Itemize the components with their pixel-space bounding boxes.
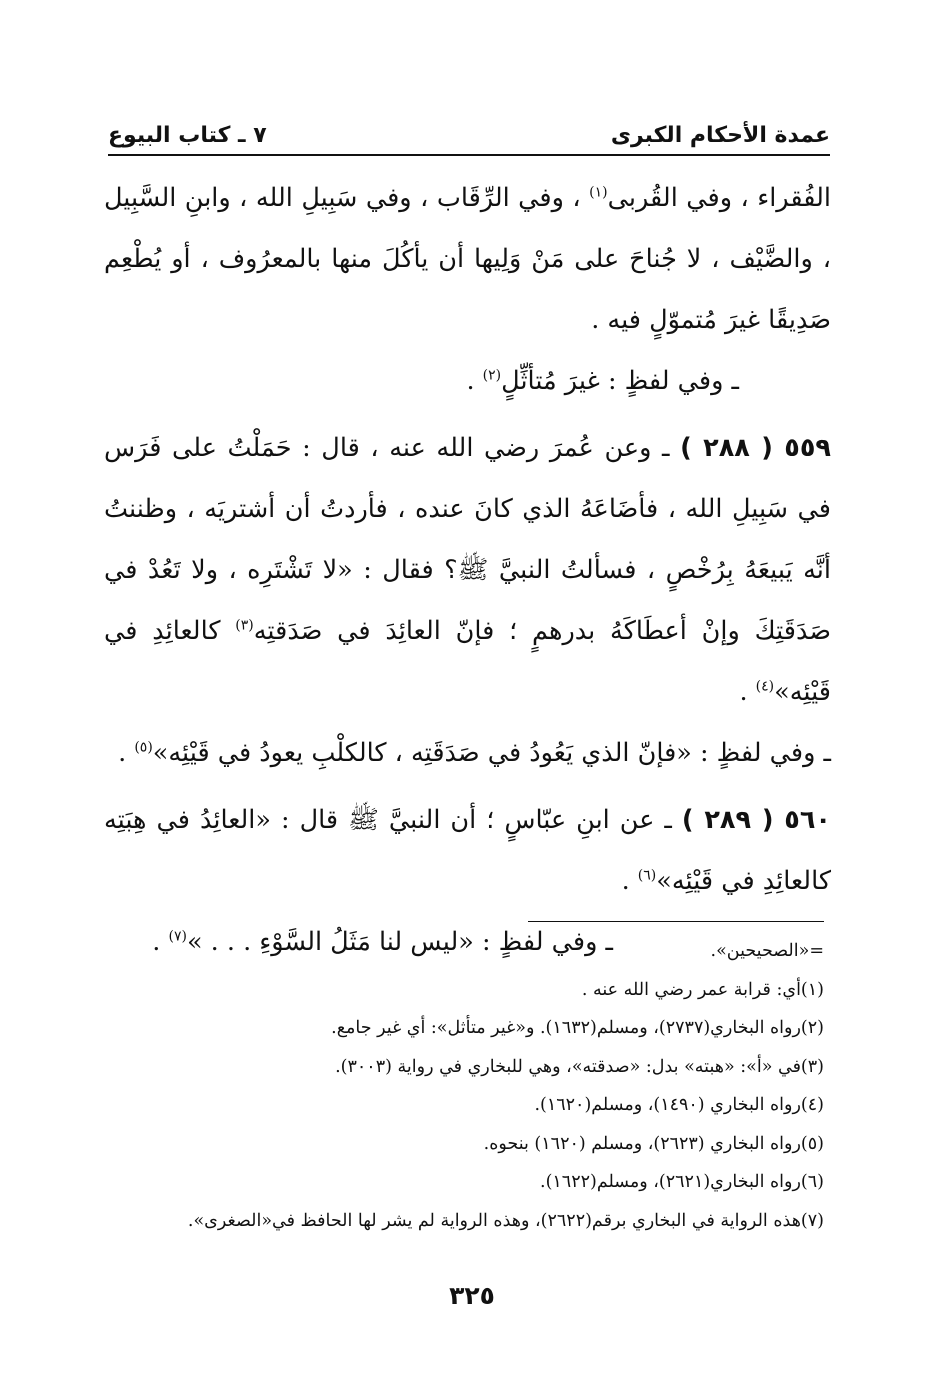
alternate-wording-1: ـ وفي لفظٍ : غيرَ مُتأثِّلٍ$^{(٢)}$ .	[466, 366, 739, 396]
footnote-divider	[528, 921, 824, 922]
footnote-1: (١)أي: قرابة عمر رضي الله عنه .	[581, 979, 824, 1000]
main-text	[104, 168, 831, 973]
footnote-ref-3: (٣)	[235, 617, 254, 634]
page-number: ٣٢٥	[449, 1281, 495, 1310]
footnote-continuation: =«الصحيحين».	[710, 941, 824, 961]
footnote-ref-7: (٧)	[168, 928, 187, 945]
hadith-559: ٥٥٩ ( ٢٨٨ ) ـ وعن عُمرَ رضي الله عنه ، قال : حَمَلْتُ على فَرَس في سَبِيلِ الله ، فأضَاعَهُ الذي كانَ عنده ، فأردتُ أن أشتريَه ، وظننتُ أنَّه يَبيعَهُ بِرُخْصٍ ، فسألتُ النبيَّ ﷺ؟ فقال : «لا تَشْتَرِه ، ولا تَعُدْ في صَدَقَتِكَ وإنْ أعطَاكَهُ بدرهمٍ ؛ فإنّ العائِدَ في صَدَقتِه$^{(٣)}$ كالعائِدِ في قَيْئِه»$^{(٤)}$ .	[104, 433, 831, 707]
footnote-2: (٢)رواه البخاري(٢٧٣٧)، ومسلم(١٦٣٢). و«غير متأثل»: أي غير جامع.	[331, 1018, 824, 1038]
book-title: عمدة الأحكام الكبرى	[610, 123, 830, 148]
chapter-title: ٧ ـ كتاب البيوع	[108, 123, 267, 148]
footnote-4: (٤)رواه البخاري (١٤٩٠)، ومسلم(١٦٢٠).	[534, 1095, 824, 1115]
footnote-7: (٧)هذه الرواية في البخاري برقم(٢٦٢٢)، وهذه الرواية لم يشر لها الحافظ في«الصغرى».	[187, 1210, 824, 1231]
footnote-ref-1: (١)	[589, 184, 608, 201]
footnote-ref-6: (٦)	[637, 867, 657, 884]
footnote-3: (٣)في «أ»: «هبته» بدل: «صدقته»، وهي للبخاري في رواية (٣٠٠٣).	[335, 1056, 824, 1077]
footnote-ref-4: (٤)	[755, 678, 775, 695]
hadith-number-560: ٥٦٠ ( ٢٨٩ )	[681, 805, 831, 835]
hadith-560: ٥٦٠ ( ٢٨٩ ) ـ عن ابنِ عبّاسٍ ؛ أن النبيَّ ﷺ قال : «العائِدُ في هِبَتِه كالعائِدِ في قَيْئِه»$^{(٦)}$ .	[104, 805, 831, 896]
footnotes	[120, 932, 824, 1240]
footnote-ref-5: (٥)	[134, 739, 153, 756]
hadith-number-559: ٥٥٩ ( ٢٨٨ )	[680, 433, 831, 463]
footnote-6: (٦)رواه البخاري(٢٦٢١)، ومسلم(١٦٢٢).	[540, 1172, 824, 1192]
footnote-ref-2: (٢)	[482, 367, 502, 384]
alternate-wording-2: ـ وفي لفظٍ : «فإنّ الذي يَعُودُ في صَدَقَتِه ، كالكلْبِ يعودُ في قَيْئِه»$^{(٥)}$ .	[118, 738, 831, 768]
footnote-5: (٥)رواه البخاري (٢٦٢٣)، ومسلم (١٦٢٠) بنحوه.	[483, 1133, 824, 1154]
paragraph-continuation: الفُقراء ، وفي القُربى$^{(١)}$ ، وفي الرِّقَاب ، وفي سَبِيلِ الله ، وابنِ السَّبِيل ، والضَّيْف ، لا جُناحَ على مَنْ وَلِيها أن يأكُلَ منها بالمعرُوف ، أو يُطْعِم صَدِيقًا غيرَ مُتموّلٍ فيه .	[104, 183, 832, 335]
running-header	[108, 108, 830, 156]
alternate-wording-3: ـ وفي لفظٍ : «ليس لنا مَثَلُ السَّوْءِ . . . »$^{(٧)}$ .	[152, 927, 613, 957]
